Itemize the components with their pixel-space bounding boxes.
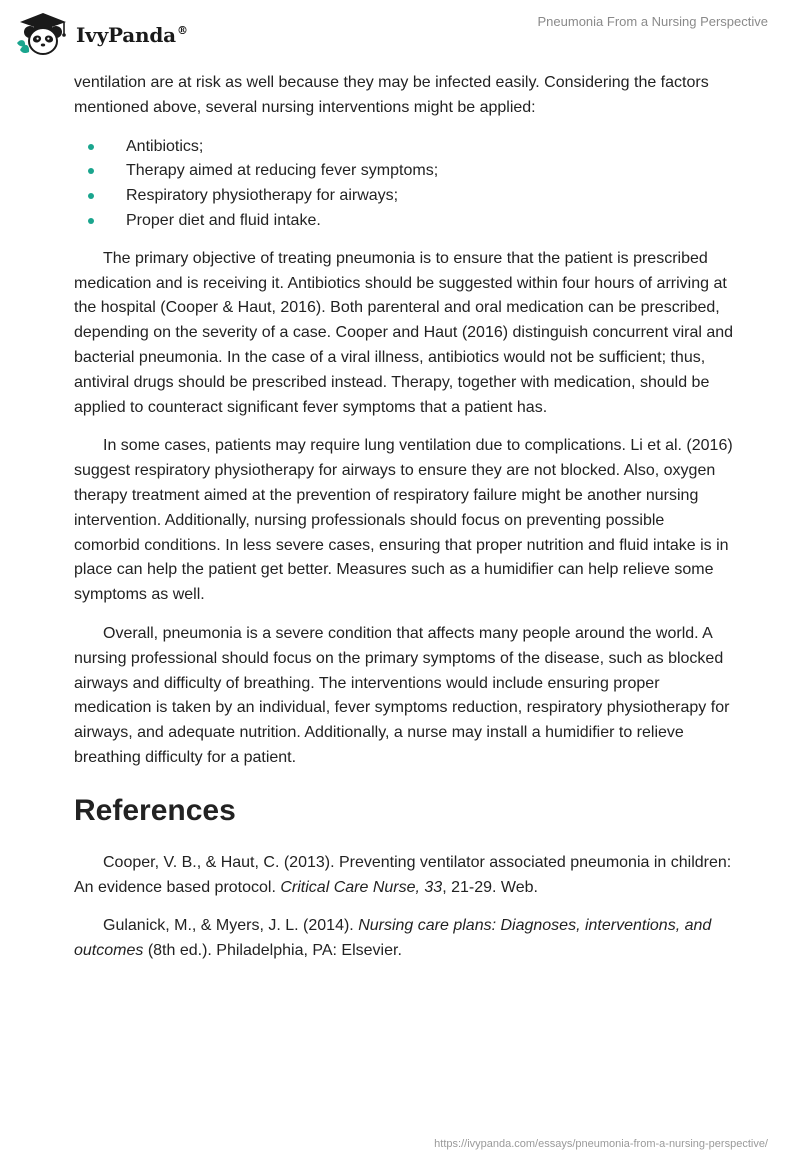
logo-wordmark	[76, 23, 188, 47]
reference-entry	[74, 914, 734, 964]
registered-mark: ®	[176, 24, 188, 38]
list-item	[74, 159, 734, 184]
bullet-dot-icon	[88, 218, 94, 224]
list-item	[74, 209, 734, 234]
intro-paragraph: ventilation are at risk as well because they may be infected easily. Considering the factors mentioned above, several nursing interventions might be applied:	[74, 74, 709, 116]
ivypanda-logo[interactable]	[14, 10, 234, 58]
bullet-dot-icon	[88, 193, 94, 199]
list-item	[74, 184, 734, 209]
bullet-dot-icon	[88, 168, 94, 174]
document-title: Pneumonia From a Nursing Perspective	[537, 14, 768, 29]
logo-text: IvyPanda	[76, 23, 176, 47]
reference-text: , 21-29. Web.	[442, 878, 538, 896]
list-item-text: Antibiotics;	[126, 137, 204, 155]
page-header	[0, 0, 800, 70]
essay-content	[74, 71, 734, 978]
panda-graduate-icon	[14, 10, 72, 58]
interventions-list	[74, 135, 734, 234]
list-item-text: Therapy aimed at reducing fever symptoms;	[126, 162, 439, 180]
reference-entry	[74, 851, 734, 901]
reference-text: Gulanick, M., & Myers, J. L. (2014).	[103, 917, 359, 935]
source-url[interactable]: https://ivypanda.com/essays/pneumonia-from-a-nursing-perspective/	[434, 1138, 768, 1150]
body-paragraph: In some cases, patients may require lung ventilation due to complications. Li et al. (2016) suggest respiratory physiotherapy for airways to ensure they are not blocked. Also, oxygen therapy treatment aimed at the prevention of respiratory failure might be another nursing intervention. Additionally, nursing professionals should focus on preventing possible comorbid conditions. In less severe cases, ensuring that proper nutrition and fluid intake is in place can help the patient get better. Measures such as a humidifier can help relieve some symptoms as well.	[74, 437, 733, 604]
list-item	[74, 135, 734, 160]
bullet-dot-icon	[88, 144, 94, 150]
references-heading: References	[74, 793, 236, 827]
body-paragraph: Overall, pneumonia is a severe condition that affects many people around the world. A nursing professional should focus on the primary symptoms of the disease, such as blocked airways and difficulty of breathing. The interventions would include ensuring proper medication is taken by an individual, fever symptoms reduction, respiratory physiotherapy for airways, and adequate nutrition. Additionally, a nurse may install a humidifier to relieve breathing difficulty for a patient.	[74, 624, 730, 766]
reference-source: Critical Care Nurse, 33	[280, 878, 443, 896]
reference-source: Nursing care plans: Diagnoses, interventions, and outcomes	[74, 917, 712, 960]
reference-text: (8th ed.). Philadelphia, PA: Elsevier.	[143, 942, 402, 960]
body-paragraph: The primary objective of treating pneumonia is to ensure that the patient is prescribed medication and is receiving it. Antibiotics should be suggested within four hours of arriving at the hospital (Cooper & Haut, 2016). Both parenteral and oral medication can be prescribed, depending on the severity of a case. Cooper and Haut (2016) distinguish concurrent viral and bacterial pneumonia. In the case of a viral illness, antibiotics would not be sufficient; thus, antiviral drugs should be prescribed instead. Therapy, together with medication, should be applied to counteract significant fever symptoms that a patient has.	[74, 249, 734, 416]
list-item-text: Proper diet and fluid intake.	[126, 211, 321, 229]
reference-text: Cooper, V. B., & Haut, C. (2013). Preventing ventilator associated pneumonia in children: An evidence based protocol.	[74, 853, 732, 896]
list-item-text: Respiratory physiotherapy for airways;	[126, 187, 399, 205]
